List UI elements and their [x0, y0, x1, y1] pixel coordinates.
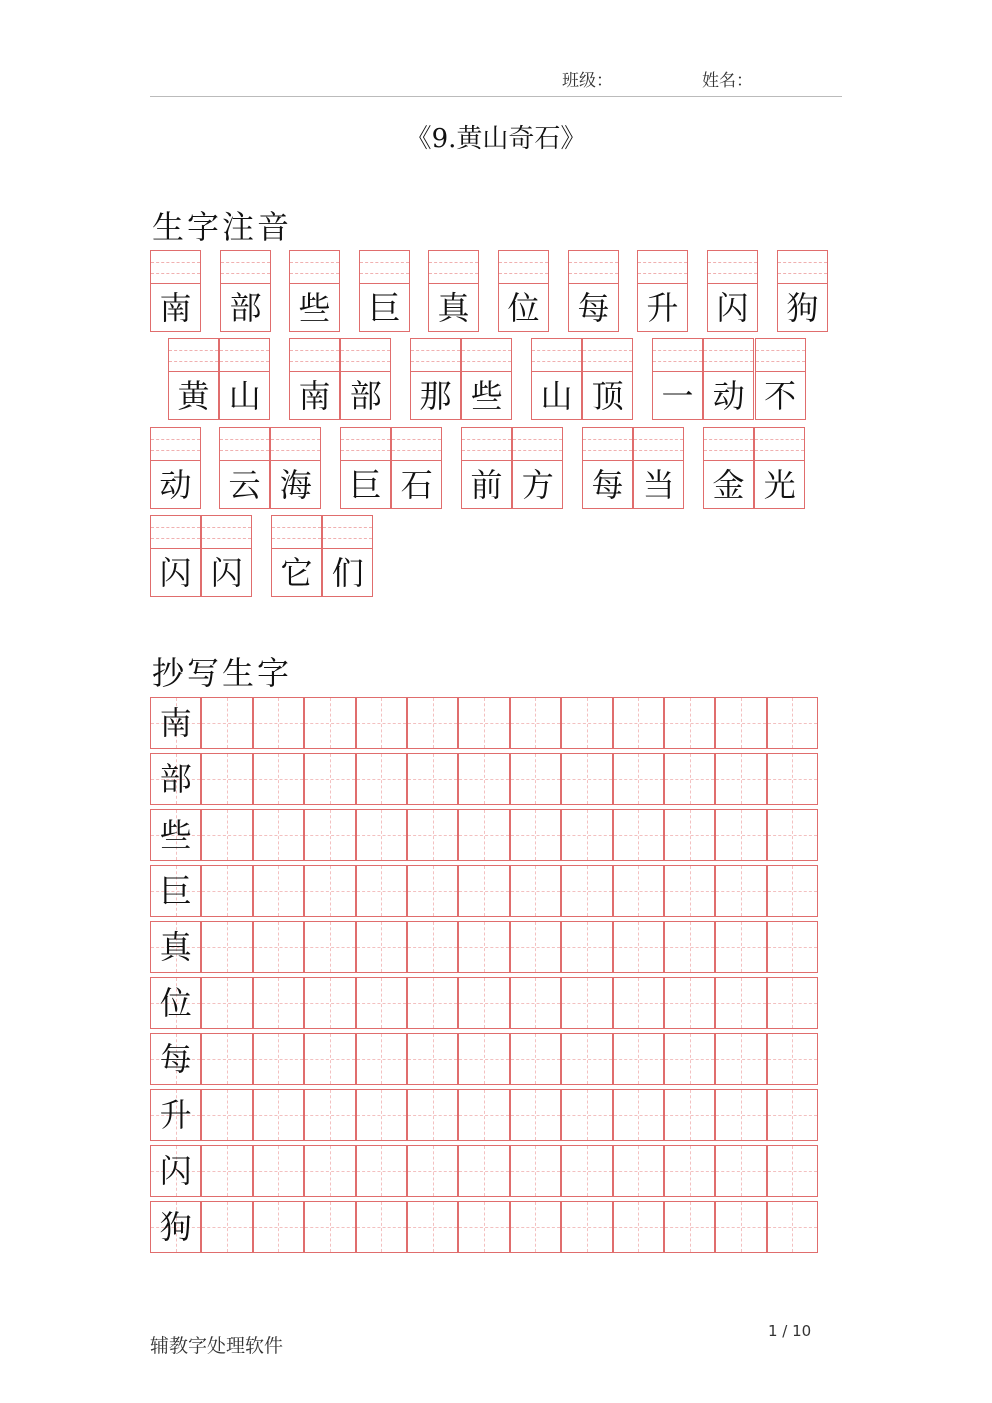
writing-square[interactable]	[407, 809, 458, 861]
hanzi-char: 些	[470, 377, 503, 415]
writing-square[interactable]	[304, 921, 355, 973]
hanzi-char: 真	[437, 289, 470, 327]
hanzi-char: 南	[159, 289, 192, 327]
writing-square[interactable]	[407, 1145, 458, 1197]
pinyin-cell-row1[interactable]	[150, 250, 201, 332]
writing-square[interactable]	[767, 753, 818, 805]
copy-row	[150, 1033, 818, 1085]
pinyin-word-cell[interactable]	[703, 338, 754, 420]
pinyin-word-cell[interactable]	[340, 427, 391, 509]
pinyin-lines[interactable]	[429, 251, 478, 284]
section-title-copy: 抄写生字	[152, 654, 293, 692]
writing-square[interactable]	[407, 697, 458, 749]
pinyin-word-cell[interactable]	[531, 338, 582, 420]
model-char-square	[150, 1033, 201, 1085]
hanzi-char: 一	[661, 377, 694, 415]
writing-square[interactable]	[767, 809, 818, 861]
pinyin-cell-row1[interactable]	[637, 250, 688, 332]
writing-square[interactable]	[561, 1033, 612, 1085]
writing-square[interactable]	[407, 921, 458, 973]
writing-square[interactable]	[356, 1145, 407, 1197]
writing-square[interactable]	[664, 977, 715, 1029]
hanzi-char: 云	[228, 466, 261, 504]
writing-square[interactable]	[356, 697, 407, 749]
model-char: 巨	[159, 872, 192, 910]
writing-square[interactable]	[510, 697, 561, 749]
writing-square[interactable]	[201, 753, 252, 805]
writing-square[interactable]	[664, 1201, 715, 1253]
writing-square[interactable]	[767, 921, 818, 973]
hanzi-char: 动	[712, 377, 745, 415]
writing-square[interactable]	[253, 865, 304, 917]
writing-square[interactable]	[304, 1033, 355, 1085]
writing-square[interactable]	[201, 1089, 252, 1141]
writing-square[interactable]	[715, 1033, 766, 1085]
hanzi-char: 不	[764, 377, 797, 415]
writing-square[interactable]	[510, 809, 561, 861]
model-char-square	[150, 697, 201, 749]
pinyin-cell-row1[interactable]	[568, 250, 619, 332]
writing-square[interactable]	[458, 977, 509, 1029]
hanzi-char: 闪	[159, 554, 192, 592]
writing-square[interactable]	[767, 1033, 818, 1085]
writing-square[interactable]	[356, 1089, 407, 1141]
hanzi-char: 海	[279, 466, 312, 504]
writing-square[interactable]	[304, 1145, 355, 1197]
pinyin-cell-row1[interactable]	[220, 250, 271, 332]
writing-square[interactable]	[767, 1089, 818, 1141]
writing-square[interactable]	[407, 1201, 458, 1253]
writing-square[interactable]	[201, 1201, 252, 1253]
writing-square[interactable]	[715, 977, 766, 1029]
pinyin-lines[interactable]	[271, 428, 320, 461]
writing-square[interactable]	[458, 921, 509, 973]
hanzi-char: 前	[470, 466, 503, 504]
writing-square[interactable]	[253, 1201, 304, 1253]
writing-square[interactable]	[201, 921, 252, 973]
hanzi-char: 顶	[591, 377, 624, 415]
writing-square[interactable]	[510, 1201, 561, 1253]
writing-square[interactable]	[613, 1089, 664, 1141]
writing-square[interactable]	[767, 1145, 818, 1197]
copy-row	[150, 865, 818, 917]
page-title: 《9.黄山奇石》	[405, 124, 587, 154]
writing-square[interactable]	[664, 1089, 715, 1141]
writing-square[interactable]	[407, 865, 458, 917]
hanzi-char: 位	[507, 289, 540, 327]
pinyin-word-cell[interactable]	[754, 427, 805, 509]
pinyin-word-cell[interactable]	[512, 427, 563, 509]
hanzi-char: 每	[591, 466, 624, 504]
writing-square[interactable]	[613, 921, 664, 973]
model-char-square	[150, 1201, 201, 1253]
writing-square[interactable]	[715, 753, 766, 805]
writing-square[interactable]	[715, 809, 766, 861]
writing-square[interactable]	[767, 1201, 818, 1253]
writing-square[interactable]	[561, 1089, 612, 1141]
writing-square[interactable]	[613, 865, 664, 917]
hanzi-char: 部	[349, 377, 382, 415]
writing-square[interactable]	[510, 1145, 561, 1197]
model-char: 真	[159, 928, 192, 966]
pinyin-lines[interactable]	[151, 428, 200, 461]
pinyin-word-cell[interactable]	[289, 338, 340, 420]
pinyin-lines[interactable]	[151, 251, 200, 284]
pinyin-word-cell[interactable]	[461, 427, 512, 509]
pinyin-lines[interactable]	[221, 251, 270, 284]
writing-square[interactable]	[356, 753, 407, 805]
pinyin-lines[interactable]	[583, 339, 632, 372]
hanzi-char: 山	[540, 377, 573, 415]
pinyin-cell-row1[interactable]	[289, 250, 340, 332]
writing-square[interactable]	[201, 1145, 252, 1197]
writing-square[interactable]	[613, 1033, 664, 1085]
pinyin-lines[interactable]	[360, 251, 409, 284]
writing-square[interactable]	[561, 921, 612, 973]
copy-row	[150, 1145, 818, 1197]
writing-square[interactable]	[613, 1201, 664, 1253]
model-char-square	[150, 753, 201, 805]
writing-square[interactable]	[510, 977, 561, 1029]
pinyin-word-cell[interactable]	[582, 427, 633, 509]
writing-square[interactable]	[356, 977, 407, 1029]
pinyin-lines[interactable]	[290, 339, 339, 372]
model-char: 部	[159, 760, 192, 798]
hanzi-char: 巨	[368, 289, 401, 327]
writing-square[interactable]	[304, 1089, 355, 1141]
writing-square[interactable]	[613, 753, 664, 805]
hanzi-char: 些	[298, 289, 331, 327]
pinyin-cell-row1[interactable]	[428, 250, 479, 332]
pinyin-word-cell[interactable]	[633, 427, 684, 509]
writing-square[interactable]	[356, 1201, 407, 1253]
model-char: 狗	[159, 1208, 192, 1246]
pinyin-lines[interactable]	[704, 339, 753, 372]
writing-square[interactable]	[664, 1033, 715, 1085]
writing-square[interactable]	[407, 1089, 458, 1141]
pinyin-lines[interactable]	[638, 251, 687, 284]
pinyin-lines[interactable]	[220, 428, 269, 461]
writing-square[interactable]	[407, 1033, 458, 1085]
pinyin-lines[interactable]	[653, 339, 702, 372]
hanzi-char: 石	[400, 466, 433, 504]
hanzi-char: 南	[298, 377, 331, 415]
hanzi-char: 升	[646, 289, 679, 327]
pinyin-word-cell[interactable]	[271, 515, 322, 597]
writing-square[interactable]	[304, 977, 355, 1029]
writing-square[interactable]	[458, 809, 509, 861]
pinyin-lines[interactable]	[755, 428, 804, 461]
writing-square[interactable]	[613, 809, 664, 861]
hanzi-char: 黄	[177, 377, 210, 415]
hanzi-char: 金	[712, 466, 745, 504]
pinyin-cell-row1[interactable]	[498, 250, 549, 332]
writing-square[interactable]	[561, 1145, 612, 1197]
writing-square[interactable]	[407, 977, 458, 1029]
hanzi-char: 山	[228, 377, 261, 415]
pinyin-word-cell[interactable]	[340, 338, 391, 420]
pinyin-lines[interactable]	[341, 339, 390, 372]
hanzi-char: 方	[521, 466, 554, 504]
writing-square[interactable]	[407, 753, 458, 805]
section-title-pinyin: 生字注音	[152, 208, 293, 246]
copy-row	[150, 1201, 818, 1253]
model-char: 闪	[159, 1152, 192, 1190]
writing-square[interactable]	[201, 977, 252, 1029]
header-divider	[150, 96, 842, 97]
copy-row	[150, 1089, 818, 1141]
copy-row	[150, 697, 818, 749]
pinyin-lines[interactable]	[462, 339, 511, 372]
pinyin-cell-row1[interactable]	[359, 250, 410, 332]
writing-square[interactable]	[458, 1145, 509, 1197]
writing-square[interactable]	[253, 753, 304, 805]
writing-square[interactable]	[201, 1033, 252, 1085]
model-char-square	[150, 921, 201, 973]
pinyin-word-cell[interactable]	[219, 427, 270, 509]
writing-square[interactable]	[304, 865, 355, 917]
pinyin-lines[interactable]	[202, 516, 251, 549]
writing-square[interactable]	[253, 809, 304, 861]
writing-square[interactable]	[664, 921, 715, 973]
pinyin-word-cell[interactable]	[755, 338, 806, 420]
hanzi-char: 它	[280, 554, 313, 592]
pinyin-lines[interactable]	[169, 339, 218, 372]
writing-square[interactable]	[664, 753, 715, 805]
pinyin-word-cell[interactable]	[270, 427, 321, 509]
writing-square[interactable]	[715, 921, 766, 973]
writing-square[interactable]	[767, 977, 818, 1029]
hanzi-char: 当	[642, 466, 675, 504]
writing-square[interactable]	[613, 1145, 664, 1197]
pinyin-word-cell[interactable]	[410, 338, 461, 420]
writing-square[interactable]	[510, 921, 561, 973]
writing-square[interactable]	[304, 809, 355, 861]
writing-square[interactable]	[458, 1089, 509, 1141]
model-char-square	[150, 1145, 201, 1197]
pinyin-word-cell[interactable]	[391, 427, 442, 509]
pinyin-word-cell[interactable]	[219, 338, 270, 420]
writing-square[interactable]	[715, 1201, 766, 1253]
hanzi-char: 狗	[786, 289, 819, 327]
copy-row	[150, 753, 818, 805]
copy-row	[150, 921, 818, 973]
writing-square[interactable]	[561, 697, 612, 749]
writing-square[interactable]	[356, 865, 407, 917]
pinyin-word-cell[interactable]	[150, 427, 201, 509]
model-char-square	[150, 977, 201, 1029]
writing-square[interactable]	[458, 1033, 509, 1085]
writing-square[interactable]	[458, 697, 509, 749]
hanzi-char: 巨	[349, 466, 382, 504]
pinyin-lines[interactable]	[634, 428, 683, 461]
pinyin-cell-row1[interactable]	[707, 250, 758, 332]
writing-square[interactable]	[510, 1089, 561, 1141]
writing-square[interactable]	[664, 1145, 715, 1197]
writing-square[interactable]	[304, 753, 355, 805]
writing-square[interactable]	[767, 697, 818, 749]
writing-square[interactable]	[510, 1033, 561, 1085]
writing-square[interactable]	[356, 1033, 407, 1085]
writing-square[interactable]	[510, 753, 561, 805]
writing-square[interactable]	[304, 1201, 355, 1253]
hanzi-char: 每	[577, 289, 610, 327]
writing-square[interactable]	[664, 809, 715, 861]
pinyin-lines[interactable]	[532, 339, 581, 372]
pinyin-word-cell[interactable]	[582, 338, 633, 420]
pinyin-lines[interactable]	[704, 428, 753, 461]
pinyin-word-cell[interactable]	[201, 515, 252, 597]
writing-square[interactable]	[561, 753, 612, 805]
writing-square[interactable]	[458, 865, 509, 917]
model-char: 升	[159, 1096, 192, 1134]
writing-square[interactable]	[253, 697, 304, 749]
pinyin-lines[interactable]	[513, 428, 562, 461]
writing-square[interactable]	[304, 697, 355, 749]
writing-square[interactable]	[253, 1033, 304, 1085]
class-label: 班级：	[562, 71, 613, 91]
pinyin-word-cell[interactable]	[150, 515, 201, 597]
pinyin-lines[interactable]	[569, 251, 618, 284]
pinyin-lines[interactable]	[323, 516, 372, 549]
writing-square[interactable]	[458, 753, 509, 805]
hanzi-char: 们	[331, 554, 364, 592]
writing-square[interactable]	[253, 921, 304, 973]
writing-square[interactable]	[561, 1201, 612, 1253]
writing-square[interactable]	[253, 1145, 304, 1197]
writing-square[interactable]	[715, 697, 766, 749]
writing-square[interactable]	[356, 921, 407, 973]
pinyin-lines[interactable]	[462, 428, 511, 461]
model-char-square	[150, 809, 201, 861]
page-number: 1 / 10	[768, 1322, 812, 1340]
pinyin-word-cell[interactable]	[703, 427, 754, 509]
writing-square[interactable]	[201, 809, 252, 861]
model-char: 每	[159, 1040, 192, 1078]
writing-square[interactable]	[253, 1089, 304, 1141]
pinyin-lines[interactable]	[708, 251, 757, 284]
pinyin-lines[interactable]	[499, 251, 548, 284]
writing-square[interactable]	[613, 697, 664, 749]
writing-square[interactable]	[253, 977, 304, 1029]
writing-square[interactable]	[356, 809, 407, 861]
pinyin-cell-row1[interactable]	[777, 250, 828, 332]
writing-square[interactable]	[715, 1089, 766, 1141]
writing-square[interactable]	[664, 697, 715, 749]
writing-square[interactable]	[458, 1201, 509, 1253]
pinyin-lines[interactable]	[151, 516, 200, 549]
pinyin-lines[interactable]	[220, 339, 269, 372]
hanzi-char: 那	[419, 377, 452, 415]
hanzi-char: 光	[763, 466, 796, 504]
model-char-square	[150, 1089, 201, 1141]
writing-square[interactable]	[613, 977, 664, 1029]
pinyin-word-cell[interactable]	[168, 338, 219, 420]
writing-square[interactable]	[715, 1145, 766, 1197]
model-char: 南	[159, 704, 192, 742]
pinyin-lines[interactable]	[341, 428, 390, 461]
pinyin-lines[interactable]	[272, 516, 321, 549]
writing-square[interactable]	[664, 865, 715, 917]
copy-row	[150, 977, 818, 1029]
pinyin-lines[interactable]	[778, 251, 827, 284]
model-char-square	[150, 865, 201, 917]
writing-square[interactable]	[561, 865, 612, 917]
hanzi-char: 部	[229, 289, 262, 327]
pinyin-word-cell[interactable]	[322, 515, 373, 597]
hanzi-char: 闪	[716, 289, 749, 327]
model-char: 位	[159, 984, 192, 1022]
copy-row	[150, 809, 818, 861]
writing-square[interactable]	[201, 865, 252, 917]
writing-square[interactable]	[715, 865, 766, 917]
writing-square[interactable]	[767, 865, 818, 917]
pinyin-lines[interactable]	[583, 428, 632, 461]
writing-square[interactable]	[561, 809, 612, 861]
name-label: 姓名：	[702, 71, 753, 91]
footer-software: 辅教字处理软件	[150, 1335, 284, 1357]
model-char: 些	[159, 816, 192, 854]
writing-square[interactable]	[510, 865, 561, 917]
hanzi-char: 闪	[210, 554, 243, 592]
pinyin-word-cell[interactable]	[652, 338, 703, 420]
pinyin-lines[interactable]	[290, 251, 339, 284]
pinyin-lines[interactable]	[756, 339, 805, 372]
writing-square[interactable]	[201, 697, 252, 749]
pinyin-word-cell[interactable]	[461, 338, 512, 420]
hanzi-char: 动	[159, 466, 192, 504]
pinyin-lines[interactable]	[411, 339, 460, 372]
writing-square[interactable]	[561, 977, 612, 1029]
pinyin-lines[interactable]	[392, 428, 441, 461]
